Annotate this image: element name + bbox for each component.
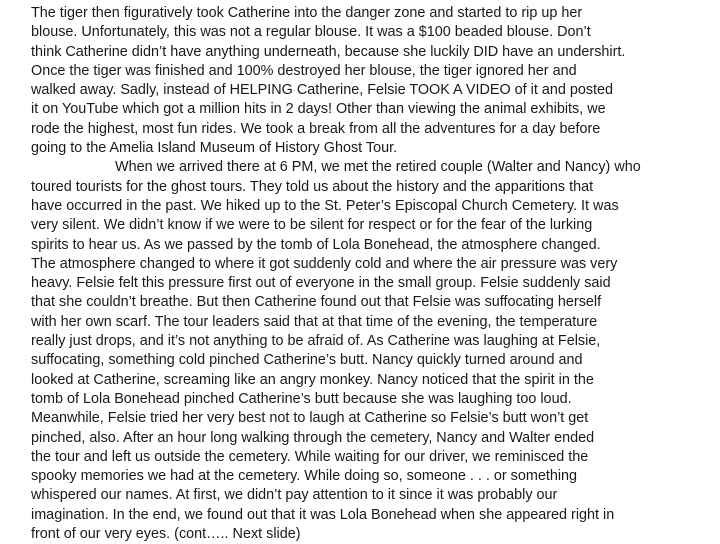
text-line: pinched, also. After an hour long walking through the cemetery, Nancy and Walter ended [31,429,595,446]
text-line: heavy. Felsie felt this pressure first out of everyone in the small group. Felsie suddenly said [31,275,611,292]
text-line: spooky memories we had at the cemetery. While doing so, someone . . . or something [31,468,578,485]
text-line: it on YouTube which got a million hits in 2 days! Other than viewing the animal exhibits, we [31,101,606,118]
text-line: walked away. Sadly, instead of HELPING Catherine, Felsie TOOK A VIDEO of it and posted [31,82,614,99]
text-line: think Catherine didn’t have anything underneath, because she luckily DID have an undershirt. [31,43,626,60]
text-line: imagination. In the end, we found out that it was Lola Bonehead when she appeared right in [31,506,615,523]
text-line: The tiger then figuratively took Catherine into the danger zone and started to rip up her [31,5,583,21]
text-line: the tour and left us outside the cemetery. While waiting for our driver, we reminisced the [31,448,589,465]
text-line: The atmosphere changed to where it got suddenly cold and where the air pressure was very [31,255,618,272]
text-line: going to the Amelia Island Museum of History Ghost Tour. [31,140,398,157]
text-line: have occurred in the past. We hiked up to the St. Peter’s Episcopal Church Cemetery. It was [31,197,619,214]
text-line: blouse. Unfortunately, this was not a regular blouse. It was a $100 beaded blouse. Don’t [31,24,591,41]
text-line: whispered our names. At first, we didn’t pay attention to it since it was probably our [31,487,558,504]
text-line: spirits to hear us. As we passed by the tomb of Lola Bonehead, the atmosphere changed. [31,236,601,253]
text-line: that she couldn’t breathe. But then Catherine found out that Felsie was suffocating herself [31,294,602,311]
text-line: Once the tiger was finished and 100% destroyed her blouse, the tiger ignored her and [31,62,577,79]
text-line: very silent. We didn’t know if we were to be silent for respect or for the fear of the lurking [31,217,593,234]
text-line: with her own scarf. The tour leaders said that at that time of the evening, the temperature [31,313,598,330]
text-line: really just drops, and it’s not anything to be afraid of. As Catherine was laughing at Felsie, [31,333,601,350]
text-line: Meanwhile, Felsie tried her very best not to laugh at Catherine so Felsie’s butt won’t get [31,410,589,427]
text-line: toured tourists for the ghost tours. They told us about the history and the apparitions that [31,178,594,195]
text-line: looked at Catherine, screaming like an angry monkey. Nancy noticed that the spirit in the [31,371,594,388]
text-line: rode the highest, most fun rides. We took a break from all the adventures for a day before [31,120,601,137]
text-line: tomb of Lola Bonehead pinched Catherine’s butt because she was laughing too loud. [31,390,572,407]
text-line: front of our very eyes. (cont….. Next slide) [31,526,301,543]
body-text [31,4,711,544]
paragraph-start-line: When we arrived there at 6 PM, we met the retired couple (Walter and Nancy) who [115,159,641,176]
text-line: suffocating, something cold pinched Catherine’s butt. Nancy quickly turned around and [31,352,583,369]
